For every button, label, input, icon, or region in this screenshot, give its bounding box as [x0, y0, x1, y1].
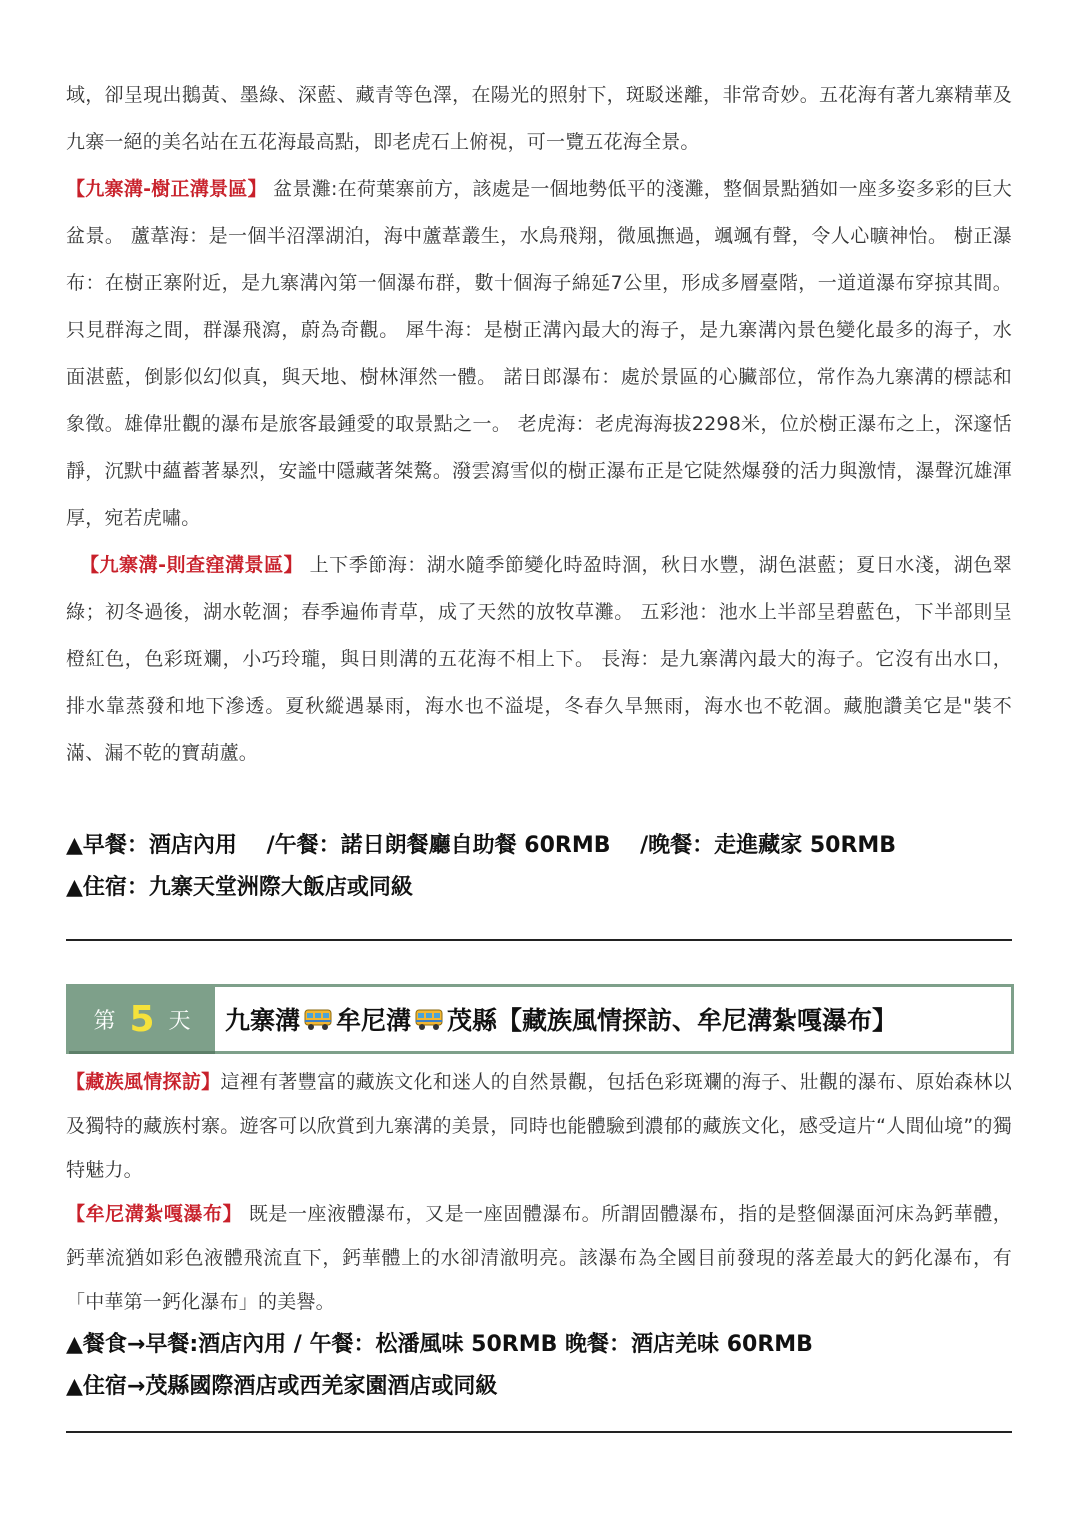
hotel-line: ▲住宿：九寨天堂洲際大飯店或同級 — [66, 875, 413, 900]
zhaga-paragraph — [66, 1192, 1012, 1324]
day-route-title — [215, 987, 897, 1051]
wuhuahai-paragraph — [66, 72, 1012, 166]
tibet-text: 這裡有著豐富的藏族文化和迷人的自然景觀，包括色彩斑斕的海子、壯觀的瀑布、原始森林以及獨特的藏族村寨。遊客可以欣賞到九寨溝的美景，同時也能體驗到濃郁的藏族文化，感受這片“人間仙境”的獨特魅力。 — [66, 1071, 1012, 1181]
day-header — [66, 984, 1014, 1054]
hotel-line: ▲住宿→茂縣國際酒店或西羌家園酒店或同級 — [66, 1374, 498, 1399]
zhaga-text: 既是一座液體瀑布，又是一座固體瀑布。所謂固體瀑布，指的是整個瀑面河床為鈣華體，鈣華流猶如彩色液體飛流直下，鈣華體上的水卻清澈明亮。該瀑布為全國目前發現的落差最大的鈣化瀑布，有「中華第一鈣化瀑布」的美譽。 — [66, 1203, 1012, 1313]
day-label-prefix: 第 — [93, 1008, 116, 1034]
day5-content — [66, 1060, 1012, 1408]
divider — [66, 939, 1012, 941]
shuzheng-heading: 【九寨溝-樹正溝景區】 — [66, 178, 267, 200]
zecha-text: 上下季節海：湖水隨季節變化時盈時涸，秋日水豐，湖色湛藍；夏日水淺，湖色翠綠；初冬過後，湖水乾涸；春季遍佈青草，成了天然的放牧草灘。 五彩池：池水上半部呈碧藍色，下半部則呈橙紅色，色彩斑斕，小巧玲瓏，與日則溝的五花海不相上下。 長海：是九寨溝內最大的海子。它沒有出水口，排水靠蒸發和地下滲透。夏秋縱遇暴雨，海水也不溢堤，冬春久旱無雨，海水也不乾涸。藏胞讚美它是"裝不滿、漏不乾的寶葫蘆。 — [66, 554, 1012, 764]
zecha-heading: 【九寨溝-則查窪溝景區】 — [80, 554, 304, 576]
route-stop: 茂縣【藏族風情探訪、牟尼溝紮嘎瀑布】 — [447, 1006, 898, 1035]
route-stop: 牟尼溝 — [336, 1006, 412, 1035]
tibet-heading: 【藏族風情探訪】 — [66, 1071, 221, 1093]
wuhuahai-text: 域，卻呈現出鵝黃、墨綠、深藍、藏青等色澤，在陽光的照射下，斑駁迷離，非常奇妙。五花海有著九寨精華及九寨一絕的美名站在五花海最高點，即老虎石上俯視，可一覽五花海全景。 — [66, 84, 1012, 153]
bus-icon — [303, 1006, 333, 1032]
day-badge — [69, 987, 215, 1054]
route-stop: 九寨溝 — [225, 1006, 301, 1035]
page-content — [66, 72, 1012, 777]
meal-line: ▲餐食→早餐:酒店內用 / 午餐：松潘風味 50RMB 晚餐：酒店羌味 60RMB — [66, 1332, 813, 1357]
zecha-paragraph — [66, 542, 1012, 777]
shuzheng-paragraph — [66, 166, 1012, 542]
bus-icon — [414, 1006, 444, 1032]
day-number: 5 — [129, 998, 155, 1040]
divider — [66, 1431, 1012, 1433]
tibet-paragraph — [66, 1060, 1012, 1192]
day4-meals — [66, 825, 1012, 909]
meal-line: ▲早餐：酒店內用 /午餐：諾日朗餐廳自助餐 60RMB /晚餐：走進藏家 50RMB — [66, 833, 897, 858]
zhaga-heading: 【牟尼溝紮嘎瀑布】 — [66, 1203, 243, 1225]
day-label-suffix: 天 — [168, 1008, 191, 1034]
shuzheng-text: 盆景灘:在荷葉寨前方，該處是一個地勢低平的淺灘，整個景點猶如一座多姿多彩的巨大盆景。 蘆葦海：是一個半沼澤湖泊，海中蘆葦叢生，水鳥飛翔，微風撫過，颯颯有聲，令人心曠神怡。 樹正瀑布：在樹正寨附近，是九寨溝內第一個瀑布群，數十個海子綿延7公里，形成多層臺階，一道道瀑布穿掠其間。只見群海之間，群瀑飛瀉，蔚為奇觀。 犀牛海：是樹正溝內最大的海子，是九寨溝內景色變化最多的海子，水面湛藍，倒影似幻似真，與天地、樹林渾然一體。 諾日郎瀑布：處於景區的心臟部位，常作為九寨溝的標誌和象徵。雄偉壯觀的瀑布是旅客最鍾愛的取景點之一。 老虎海：老虎海海拔2298米，位於樹正瀑布之上，深邃恬靜，沉默中蘊蓄著暴烈，安謐中隱藏著桀驁。潑雲瀉雪似的樹正瀑布正是它陡然爆發的活力與激情，瀑聲沉雄渾厚，宛若虎嘯。 — [66, 178, 1012, 529]
